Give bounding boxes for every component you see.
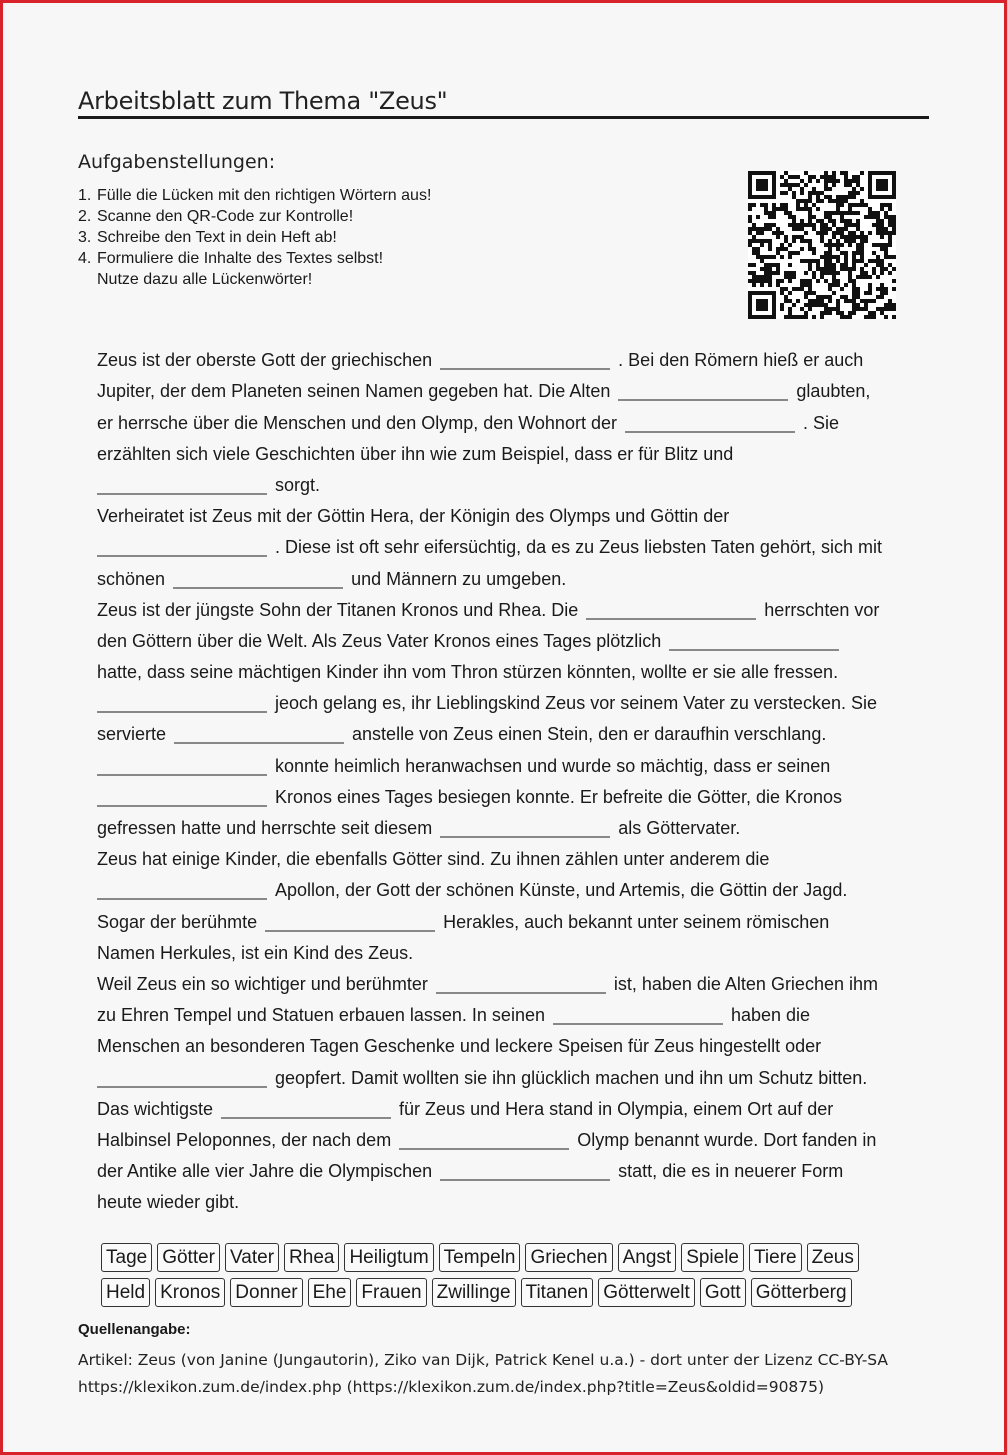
word-chip[interactable]: Tempeln	[439, 1243, 521, 1272]
word-chip[interactable]: Götter	[157, 1243, 220, 1272]
task-text: Formuliere die Inhalte des Textes selbst!	[97, 250, 384, 267]
text-segment: . Diese ist oft sehr eifersüchtig, da es zu Zeus liebsten Taten gehört, sich mit	[275, 537, 882, 558]
word-chip[interactable]: Zeus	[807, 1243, 859, 1272]
cloze-text	[97, 342, 927, 1215]
text-segment: servierte	[97, 724, 167, 745]
word-chip[interactable]: Ehe	[308, 1278, 352, 1307]
word-chip[interactable]: Götterwelt	[598, 1278, 695, 1307]
word-chip[interactable]: Frauen	[356, 1278, 426, 1307]
text-line	[97, 1122, 927, 1153]
task-number: 1.	[78, 187, 92, 204]
word-chip[interactable]: Vater	[225, 1243, 279, 1272]
text-segment: ist, haben die Alten Griechen ihm	[613, 973, 878, 994]
text-line	[97, 997, 927, 1028]
text-line	[97, 810, 927, 841]
text-segment: Herakles, auch bekannt unter seinem römischen	[443, 911, 830, 932]
source-heading: Quellenangabe:	[78, 1321, 191, 1338]
blank-field[interactable]	[440, 368, 610, 370]
word-chip[interactable]: Götterberg	[751, 1278, 852, 1307]
task-number: 3.	[78, 229, 92, 246]
text-segment: sorgt.	[275, 474, 321, 495]
task-text: Scanne den QR-Code zur Kontrolle!	[97, 208, 354, 225]
blank-field[interactable]	[553, 1023, 723, 1025]
text-segment: erzählten sich viele Geschichten über ihn wie zum Beispiel, dass er für Blitz und	[97, 443, 734, 464]
text-segment: Jupiter, der dem Planeten seinen Namen gegeben hat. Die Alten	[97, 381, 611, 402]
blank-field[interactable]	[97, 774, 267, 776]
task-item	[78, 248, 431, 269]
text-segment: Zeus ist der oberste Gott der griechischen	[97, 350, 433, 371]
text-segment: glaubten,	[796, 381, 871, 402]
word-chip[interactable]: Gott	[700, 1278, 746, 1307]
text-line	[97, 779, 927, 810]
text-segment: gefressen hatte und herrschte seit diesem	[97, 818, 433, 838]
text-line	[97, 404, 927, 435]
blank-field[interactable]	[221, 1117, 391, 1119]
word-chip[interactable]: Angst	[618, 1243, 677, 1272]
blank-field[interactable]	[625, 431, 795, 433]
text-segment: heute wieder gibt.	[97, 1192, 240, 1213]
word-chip[interactable]: Zwillinge	[432, 1278, 516, 1307]
blank-field[interactable]	[440, 836, 610, 838]
text-segment: geopfert. Damit wollten sie ihn glücklich machen und ihn um Schutz bitten.	[275, 1067, 868, 1088]
blank-field[interactable]	[97, 493, 267, 495]
blank-field[interactable]	[618, 399, 788, 401]
blank-field[interactable]	[436, 992, 606, 994]
blank-field[interactable]	[440, 1179, 610, 1181]
text-line	[97, 467, 927, 498]
word-chip[interactable]: Griechen	[525, 1243, 612, 1272]
text-line	[97, 436, 927, 467]
text-segment: Kronos eines Tages besiegen konnte. Er befreite die Götter, die Kronos	[275, 786, 843, 807]
task-text: Nutze dazu alle Lückenwörter!	[97, 271, 313, 288]
task-item	[78, 269, 431, 290]
blank-field[interactable]	[97, 711, 267, 713]
blank-field[interactable]	[265, 930, 435, 932]
word-chip[interactable]: Donner	[230, 1278, 302, 1307]
task-number	[78, 269, 97, 290]
source-line: https://klexikon.zum.de/index.php (https://klexikon.zum.de/index.php?title=Zeus&oldid=90875)	[78, 1378, 825, 1396]
text-line	[97, 623, 927, 654]
text-line	[97, 342, 927, 373]
text-line	[97, 1059, 927, 1090]
text-line	[97, 903, 927, 934]
task-item	[78, 185, 431, 206]
text-line	[97, 716, 927, 747]
text-segment: Olymp benannt wurde. Dort fanden in	[577, 1129, 877, 1150]
text-segment: der Antike alle vier Jahre die Olympischen	[97, 1161, 433, 1182]
word-chip[interactable]: Spiele	[681, 1243, 744, 1272]
text-segment: haben die	[730, 1005, 811, 1026]
blank-field[interactable]	[586, 618, 756, 620]
text-segment: zu Ehren Tempel und Statuen erbauen lassen. In seinen	[97, 1005, 545, 1026]
text-segment: für Zeus und Hera stand in Olympia, einem Ort auf der	[399, 1098, 834, 1119]
tasks-heading: Aufgabenstellungen:	[78, 151, 276, 173]
text-segment: schönen	[97, 568, 166, 589]
text-segment: und Männern zu umgeben.	[351, 568, 567, 589]
text-line	[97, 935, 927, 966]
text-segment: Menschen an besonderen Tagen Geschenke und leckere Speisen für Zeus hingestellt oder	[97, 1036, 822, 1057]
word-chip[interactable]: Tage	[101, 1243, 152, 1272]
text-line	[97, 685, 927, 716]
blank-field[interactable]	[669, 649, 839, 651]
task-item	[78, 206, 431, 227]
text-segment: Apollon, der Gott der schönen Künste, und Artemis, die Göttin der Jagd.	[275, 880, 848, 901]
text-segment: anstelle von Zeus einen Stein, den er daraufhin verschlang.	[352, 724, 827, 745]
source-line: Artikel: Zeus (von Janine (Jungautorin), Ziko van Dijk, Patrick Kenel u.a.) - dort unter der Lizenz CC-BY-SA	[78, 1351, 889, 1369]
text-line	[97, 1091, 927, 1122]
text-line	[97, 498, 927, 529]
task-text: Fülle die Lücken mit den richtigen Wörtern aus!	[97, 187, 432, 204]
text-line	[97, 841, 927, 872]
text-line	[97, 592, 927, 623]
text-segment: Zeus hat einige Kinder, die ebenfalls Götter sind. Zu ihnen zählen unter anderem die	[97, 849, 770, 870]
text-segment: Weil Zeus ein so wichtiger und berühmter	[97, 973, 428, 994]
text-line	[97, 1028, 927, 1059]
text-line	[97, 872, 927, 903]
title-divider	[78, 116, 929, 119]
blank-field[interactable]	[97, 898, 267, 900]
text-segment: hatte, dass seine mächtigen Kinder ihn vom Thron stürzen könnten, wollte er sie alle fressen.	[97, 662, 839, 683]
blank-field[interactable]	[97, 555, 267, 557]
text-segment: Das wichtigste	[97, 1098, 214, 1119]
source-text	[78, 1347, 888, 1401]
word-chip[interactable]: Rhea	[284, 1243, 339, 1272]
task-number: 4.	[78, 250, 92, 267]
task-item	[78, 227, 431, 248]
qr-code-icon[interactable]	[748, 170, 896, 320]
text-line	[97, 373, 927, 404]
text-segment: den Göttern über die Welt. Als Zeus Vater Kronos eines Tages plötzlich	[97, 630, 662, 651]
text-segment: . Bei den Römern hieß er auch	[618, 350, 864, 371]
text-line	[97, 1184, 927, 1215]
text-line	[97, 654, 927, 685]
word-bank-row	[101, 1243, 921, 1272]
word-chip[interactable]: Held	[101, 1278, 150, 1307]
text-segment: jeoch gelang es, ihr Lieblingskind Zeus vor seinem Vater zu verstecken. Sie	[275, 693, 877, 714]
text-segment: als Göttervater.	[618, 818, 741, 838]
blank-field[interactable]	[97, 1086, 267, 1088]
word-chip[interactable]: Titanen	[521, 1278, 594, 1307]
blank-field[interactable]	[399, 1148, 569, 1150]
text-line	[97, 529, 927, 560]
word-chip[interactable]: Heiligtum	[344, 1243, 433, 1272]
text-segment: Sogar der berühmte	[97, 911, 258, 932]
text-segment: er herrsche über die Menschen und den Olymp, den Wohnort der	[97, 412, 617, 433]
word-chip[interactable]: Kronos	[155, 1278, 225, 1307]
text-segment: Zeus ist der jüngste Sohn der Titanen Kronos und Rhea. Die	[97, 599, 579, 620]
word-bank-row	[101, 1278, 921, 1307]
word-chip[interactable]: Tiere	[749, 1243, 802, 1272]
text-segment: Halbinsel Peloponnes, der nach dem	[97, 1129, 392, 1150]
text-segment: . Sie	[802, 412, 839, 433]
text-line	[97, 747, 927, 778]
text-line	[97, 560, 927, 591]
text-segment: Verheiratet ist Zeus mit der Göttin Hera, der Königin des Olymps und Göttin der	[97, 506, 730, 527]
text-line	[97, 966, 927, 997]
text-segment: statt, die es in neuerer Form	[618, 1161, 844, 1182]
blank-field[interactable]	[174, 742, 344, 744]
text-line	[97, 1153, 927, 1184]
text-segment: konnte heimlich heranwachsen und wurde so mächtig, dass er seinen	[275, 755, 831, 776]
text-segment: herrschten vor	[764, 599, 880, 620]
blank-field[interactable]	[173, 587, 343, 589]
task-text: Schreibe den Text in dein Heft ab!	[97, 229, 337, 246]
task-list	[78, 185, 431, 290]
page-title: Arbeitsblatt zum Thema "Zeus"	[78, 87, 448, 115]
word-bank	[101, 1243, 921, 1313]
blank-field[interactable]	[97, 805, 267, 807]
task-number: 2.	[78, 208, 92, 225]
text-segment: Namen Herkules, ist ein Kind des Zeus.	[97, 942, 414, 963]
